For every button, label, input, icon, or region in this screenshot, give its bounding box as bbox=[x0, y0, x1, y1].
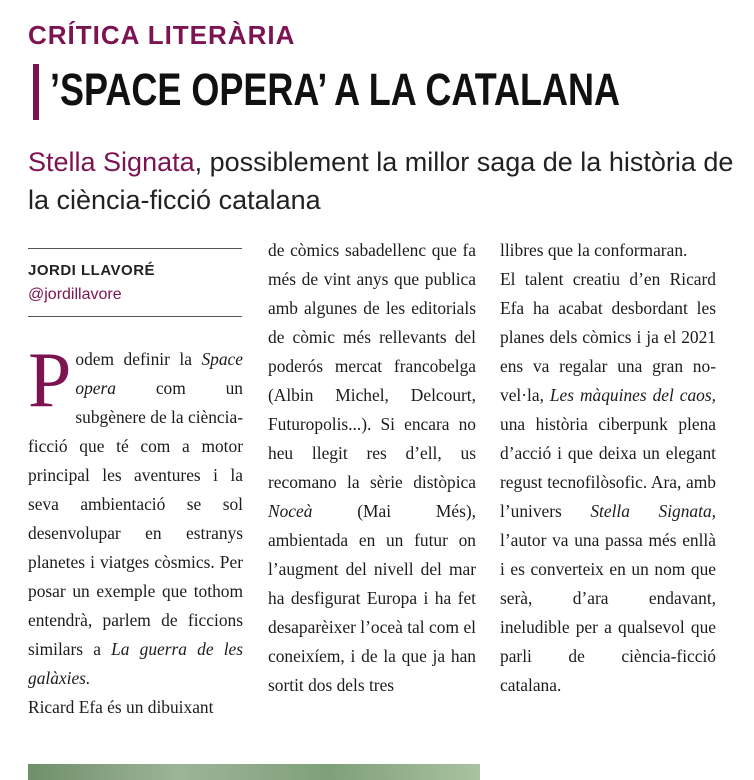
illustration-image bbox=[28, 764, 480, 780]
italic-run: Stella Signata, bbox=[590, 501, 716, 521]
italic-run: Noceà bbox=[268, 501, 313, 521]
text-run: Ricard Efa és un dibuixant bbox=[28, 697, 214, 717]
author-handle[interactable]: @jordillavore bbox=[28, 286, 122, 303]
italic-run: La guerra de les galàxies. bbox=[28, 639, 244, 688]
text-run: com un subgènere de la ciència-ficció que té com a motor principal les aventures i la seva ambientació se sol desenvolupar en estranys planetes i viatges còsmics. Per posar un exemple que tothom entendrà, parlem de ficcions similars a bbox=[28, 378, 243, 659]
paragraph bbox=[500, 265, 716, 700]
section-label: CRÍTICA LITERÀRIA bbox=[28, 20, 296, 50]
text-run: odem definir la bbox=[75, 349, 202, 369]
article-headline: ’SPACE OPERA’ A LA CATALANA bbox=[50, 64, 621, 115]
article-column-3 bbox=[500, 236, 716, 700]
subtitle-text: , possiblement la millor saga de la història de la ciència-ficció catalana bbox=[28, 147, 734, 215]
paragraph bbox=[500, 236, 716, 265]
text-run: llibres que la conformaran. bbox=[500, 240, 688, 260]
article-column-2 bbox=[268, 236, 476, 700]
author-top-rule bbox=[28, 248, 242, 249]
author-bottom-rule bbox=[28, 316, 242, 317]
text-run: l’autor va una passa més enllà i es converteix en un nom que serà, d’ara endavant, ineludible per a qualsevol que parli de ciència-ficció catalana. bbox=[500, 530, 716, 695]
text-run: de còmics sabadellenc que fa més de vint anys que publica amb algunes de les editorials de còmic més rellevants del poderós mercat francobelga (Albin Michel, Delcourt, Futuropolis...). Si encara no heu llegit res d’ell, us recomano la sèrie distòpica bbox=[268, 240, 476, 492]
paragraph bbox=[28, 336, 244, 722]
italic-run: Les màquines del caos, bbox=[549, 385, 716, 405]
article-subtitle bbox=[28, 143, 738, 219]
title-accent-bar bbox=[33, 64, 39, 120]
paragraph bbox=[268, 236, 476, 700]
article-column-1 bbox=[28, 336, 244, 722]
text-run: El talent creatiu d’en Ricard Efa ha acabat desbordant les planes dels còmics i ja el 2021 ens va regalar una gran novel·la, bbox=[500, 269, 716, 405]
author-name: JORDI LLAVORÉ bbox=[28, 262, 156, 279]
subtitle-accent: Stella Signata bbox=[28, 147, 195, 177]
italic-run: Space opera bbox=[75, 349, 243, 398]
text-run: (Mai Més), ambientada en un futur on l’augment del nivell del mar ha desfigurat Europa i ha fet desaparèixer l’oceà tal com el coneixíem, i de la que ja han sortit dos dels tres bbox=[268, 501, 476, 695]
text-run: una història ciberpunk plena d’acció i que deixa un elegant regust tecnofilòsofic. Ara, amb l’univers bbox=[500, 414, 716, 521]
drop-cap: P bbox=[28, 336, 72, 423]
